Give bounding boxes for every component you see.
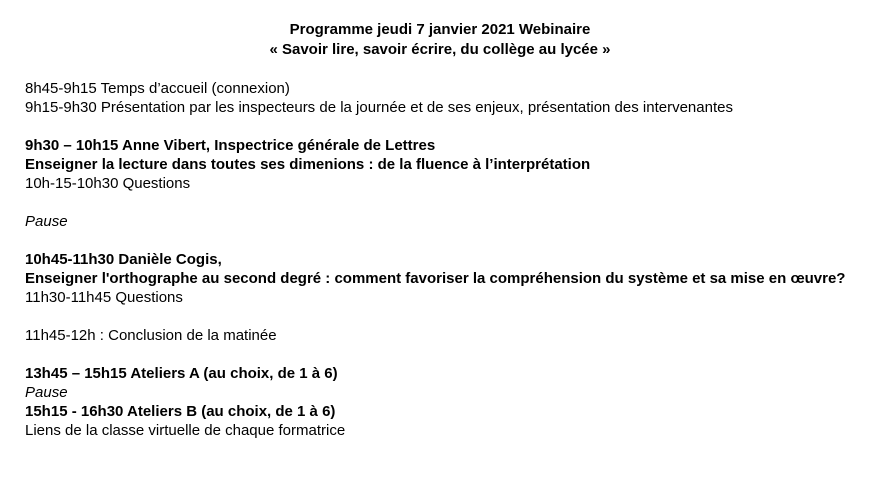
talk2-time-speaker: 10h45-11h30 Danièle Cogis, [25, 251, 222, 268]
schedule-presentation: 9h15-9h30 Présentation par les inspecteurs de la journée et de ses enjeux, présentation des intervenantes [25, 99, 733, 116]
spacer [25, 307, 865, 326]
workshops-a: 13h45 – 15h15 Ateliers A (au choix, de 1 à 6) [25, 365, 338, 382]
program-title [0, 20, 880, 60]
talk1-time-speaker: 9h30 – 10h15 Anne Vibert, Inspectrice générale de Lettres [25, 137, 436, 154]
talk2-title: Enseigner l'orthographe au second degré : comment favoriser la compréhension du système et sa mise en œuvre? [25, 270, 846, 287]
spacer [25, 193, 865, 212]
spacer [25, 117, 865, 136]
program-schedule [25, 79, 865, 440]
program-title-line-2: « Savoir lire, savoir écrire, du collège au lycée » [269, 41, 611, 58]
schedule-welcome: 8h45-9h15 Temps d’accueil (connexion) [25, 80, 290, 97]
morning-conclusion: 11h45-12h : Conclusion de la matinée [25, 327, 277, 344]
program-title-line-1: Programme jeudi 7 janvier 2021 Webinaire [289, 21, 591, 38]
workshops-b: 15h15 - 16h30 Ateliers B (au choix, de 1 à 6) [25, 403, 336, 420]
talk1-questions: 10h-15-10h30 Questions [25, 175, 191, 192]
spacer [25, 231, 865, 250]
virtual-class-links: Liens de la classe virtuelle de chaque formatrice [25, 422, 346, 439]
pause-afternoon: Pause [25, 384, 68, 401]
talk2-questions: 11h30-11h45 Questions [25, 289, 183, 306]
talk1-title: Enseigner la lecture dans toutes ses dimenions : de la fluence à l’interprétation [25, 156, 591, 173]
spacer [25, 345, 865, 364]
pause-morning: Pause [25, 213, 68, 230]
